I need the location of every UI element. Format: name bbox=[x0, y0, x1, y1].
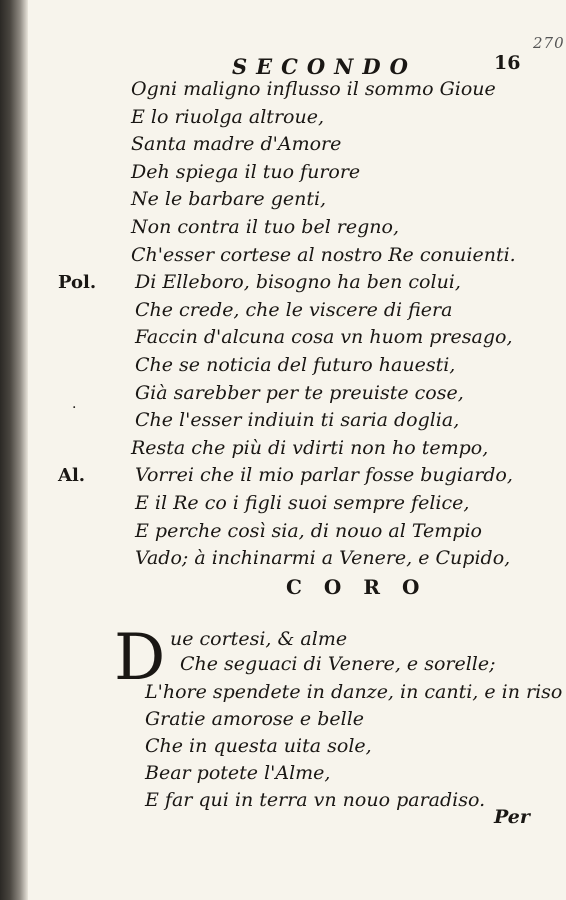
verse-line bbox=[0, 214, 566, 241]
verse-text: E perche così sia, di nouo al Tempio bbox=[135, 519, 482, 542]
verse-line bbox=[0, 269, 566, 296]
verse-text: Deh spiega il tuo furore bbox=[131, 160, 361, 183]
verse-text: Vado; à inchinarmi a Venere, e Cupido, bbox=[135, 547, 511, 570]
chorus-line bbox=[0, 679, 566, 706]
verse-line bbox=[0, 242, 566, 269]
verse-line bbox=[0, 518, 566, 545]
handwritten-folio-note: 270 bbox=[533, 34, 565, 52]
chorus-line bbox=[0, 787, 566, 814]
chorus-text: L'hore spendete in danze, in canti, e in riso bbox=[145, 681, 563, 703]
verse-line bbox=[0, 545, 566, 572]
chorus-line bbox=[0, 760, 566, 787]
margin-mark: · bbox=[72, 400, 77, 416]
verse-text: Che se noticia del futuro hauesti, bbox=[135, 354, 456, 376]
verse-text: Che crede, che le viscere di fiera bbox=[135, 298, 453, 321]
verse-text: Già sarebber per te preuiste cose, bbox=[135, 381, 464, 404]
verse-line bbox=[0, 297, 566, 324]
catchword: Per bbox=[494, 806, 530, 828]
verse-line bbox=[0, 104, 566, 131]
running-title: SECONDO bbox=[232, 54, 417, 79]
section-title: CORO bbox=[286, 575, 442, 599]
speaker-label: Al. bbox=[58, 465, 86, 487]
chorus-text: Gratie amorose e belle bbox=[145, 708, 365, 730]
chorus-text: Che in questa uita sole, bbox=[145, 735, 372, 757]
verse-line bbox=[0, 324, 566, 351]
chorus-line bbox=[0, 651, 566, 678]
chorus-text: E far qui in terra vn nouo paradiso. bbox=[145, 789, 486, 811]
verse-line bbox=[0, 380, 566, 407]
verse-text: E lo riuolga altroue, bbox=[131, 105, 324, 128]
verse-text: Faccin d'alcuna cosa vn huom presago, bbox=[135, 326, 513, 349]
verse-text: Vorrei che il mio parlar fosse bugiardo, bbox=[135, 464, 513, 487]
drop-cap: D bbox=[114, 621, 166, 695]
verse-text: E il Re co i figli suoi sempre felice, bbox=[135, 492, 470, 514]
verse-line bbox=[0, 490, 566, 517]
verse-text: Ogni maligno influsso il sommo Gioue bbox=[131, 78, 496, 100]
verse-text: Di Elleboro, bisogno ha ben colui, bbox=[135, 271, 461, 294]
chorus-text: Che seguaci di Venere, e sorelle; bbox=[180, 653, 496, 675]
chorus-text: Bear potete l'Alme, bbox=[145, 762, 331, 784]
verse-text: Resta che più di vdirti non ho tempo, bbox=[131, 436, 489, 459]
verse-line bbox=[0, 159, 566, 186]
verse-line bbox=[0, 435, 566, 462]
verse-line bbox=[0, 76, 566, 103]
verse-line bbox=[0, 352, 566, 379]
verse-line bbox=[0, 186, 566, 213]
chorus-line bbox=[0, 733, 566, 760]
chorus-text: ue cortesi, & alme bbox=[170, 628, 348, 650]
page-number: 16 bbox=[494, 52, 521, 74]
verse-line bbox=[0, 407, 566, 434]
verse-text: Santa madre d'Amore bbox=[131, 133, 342, 156]
chorus-line bbox=[0, 706, 566, 733]
verse-text: Ne le barbare genti, bbox=[131, 188, 327, 211]
verse-text: Non contra il tuo bel regno, bbox=[131, 216, 400, 238]
verse-text: Che l'esser indiuin ti saria doglia, bbox=[135, 409, 460, 432]
chorus-line bbox=[0, 626, 566, 653]
verse-line bbox=[0, 462, 566, 489]
speaker-label: Pol. bbox=[58, 272, 97, 294]
verse-text: Ch'esser cortese al nostro Re conuienti. bbox=[131, 243, 516, 266]
verse-line bbox=[0, 131, 566, 158]
